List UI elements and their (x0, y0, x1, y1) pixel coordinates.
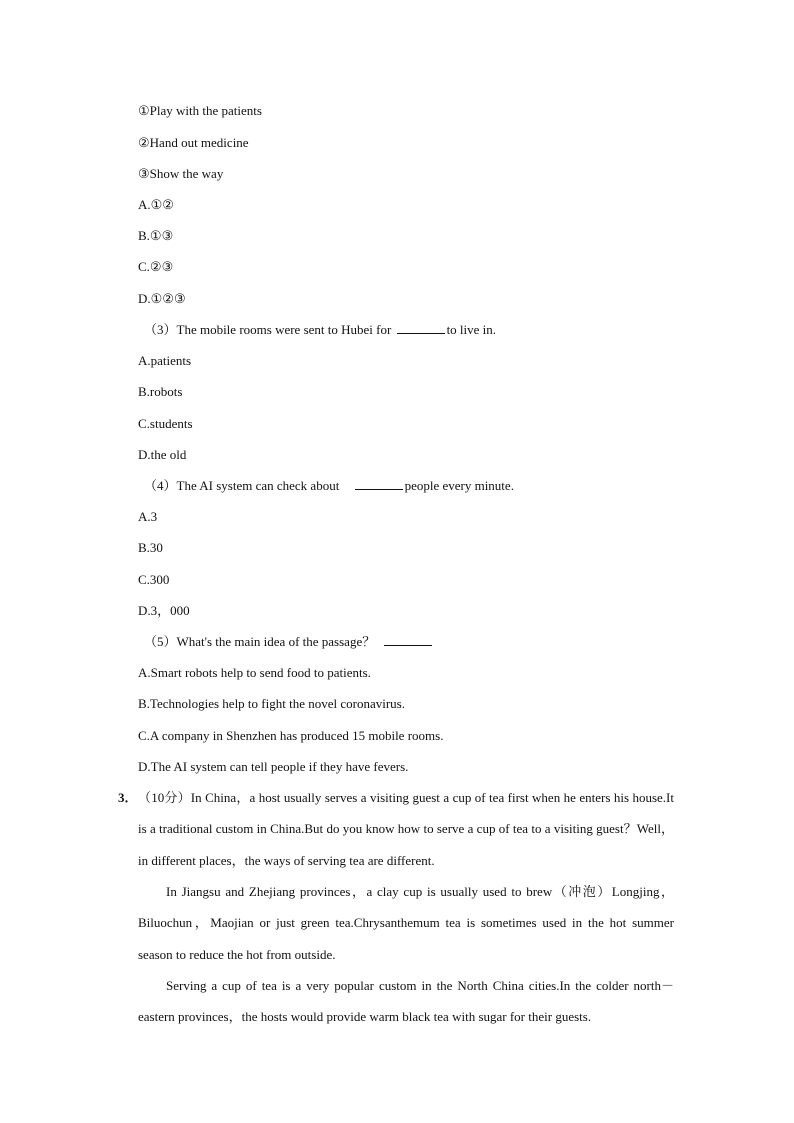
q5-option-a: A.Smart robots help to send food to patients. (138, 665, 371, 680)
question-4-stem (144, 477, 514, 495)
answer-blank (397, 321, 445, 334)
question-4-stem-before: （4）The AI system can check about (144, 478, 340, 493)
q3-option-b: B.robots (138, 384, 183, 399)
section-3-number: 3． (118, 790, 138, 805)
option-c: C.②③ (138, 259, 174, 274)
q3-option-a: A.patients (138, 353, 192, 368)
question-5-stem-text: （5）What's the main idea of the passage？ (144, 634, 376, 649)
q5-option-d: D.The AI system can tell people if they have fevers. (138, 759, 409, 774)
question-5-stem (144, 633, 434, 651)
answer-blank (384, 633, 432, 646)
q5-option-b: B.Technologies help to fight the novel coronavirus. (138, 696, 405, 711)
q3-option-d: D.the old (138, 447, 187, 462)
q4-option-c: C.300 (138, 572, 170, 587)
q4-option-d: D.3，000 (138, 603, 190, 618)
q5-option-c: C.A company in Shenzhen has produced 15 mobile rooms. (138, 728, 444, 743)
question-3-stem-before: （3）The mobile rooms were sent to Hubei for (144, 322, 392, 337)
question-3-stem (144, 321, 496, 339)
option-d: D.①②③ (138, 291, 186, 306)
option-a: A.①② (138, 197, 174, 212)
question-3-stem-after: to live in. (446, 322, 497, 337)
list-item-3: ③Show the way (138, 166, 224, 181)
section-3-paragraph-3: Serving a cup of tea is a very popular custom in the North China cities.In the colder north－eastern provinces，the hosts would provide warm black tea with sugar for their guests. (138, 978, 674, 1025)
q3-option-c: C.students (138, 416, 193, 431)
list-item-1: ①Play with the patients (138, 103, 262, 118)
section-3-paragraph-1: （10分）In China，a host usually serves a visiting guest a cup of tea first when he enters his house.It is a traditional custom in China.But do you know how to serve a cup of tea to a visiting guest？Well，in different places，the ways of serving tea are different. (138, 790, 674, 868)
answer-blank (355, 477, 403, 490)
q4-option-b: B.30 (138, 540, 163, 555)
q4-option-a: A.3 (138, 509, 158, 524)
question-4-stem-after: people every minute. (404, 478, 514, 493)
list-item-2: ②Hand out medicine (138, 135, 249, 150)
option-b: B.①③ (138, 228, 174, 243)
section-3-paragraph-2: In Jiangsu and Zhejiang provinces，a clay cup is usually used to brew（冲泡）Longjing，Biluochun，Maojian or just green tea.Chrysanthemum tea is sometimes used in the hot summer season to reduce the hot from outside. (138, 884, 674, 962)
